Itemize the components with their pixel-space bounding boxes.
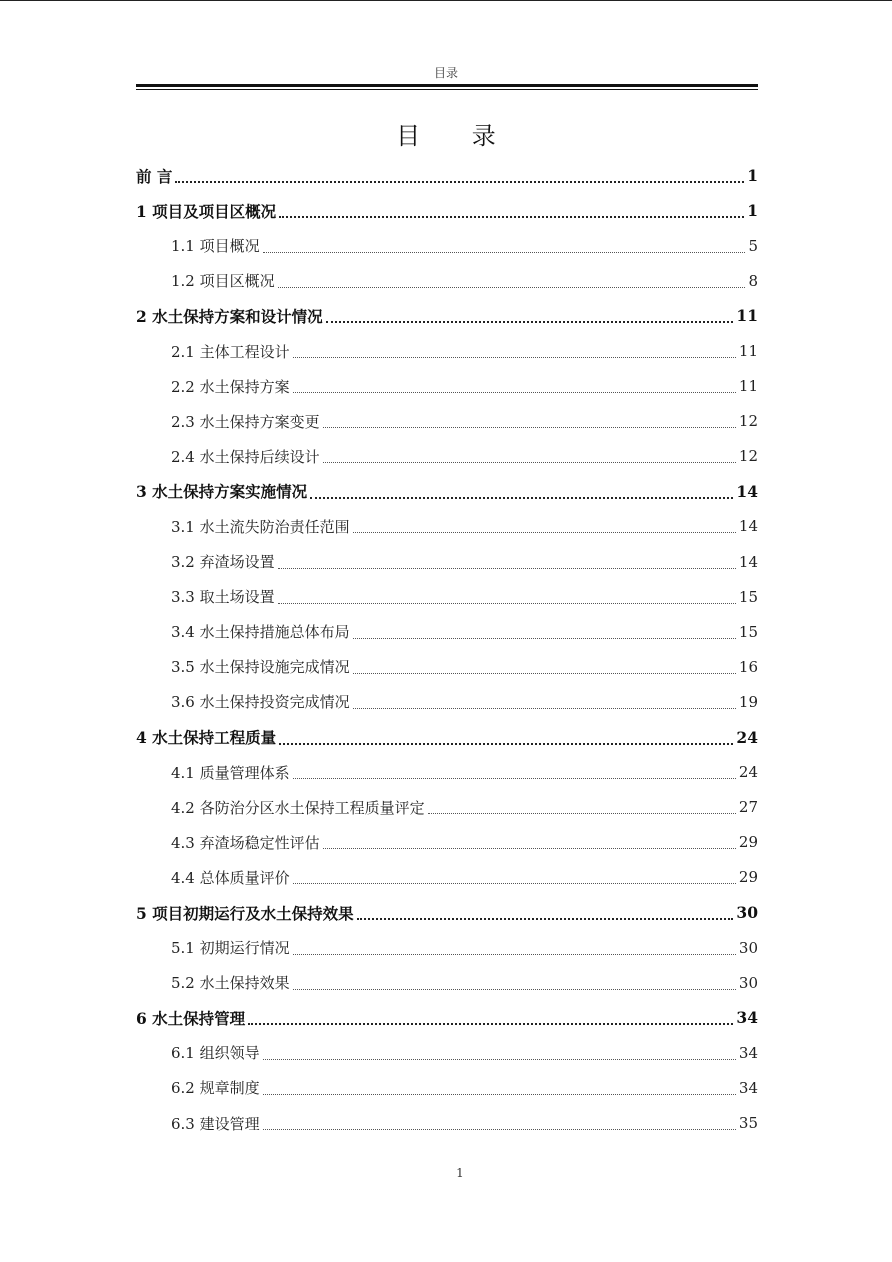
toc-entry-label: 4.1 质量管理体系 — [171, 763, 290, 782]
toc-entry[interactable] — [136, 755, 758, 790]
toc-dot-leader — [323, 847, 736, 849]
toc-entry[interactable] — [136, 474, 758, 509]
toc-entry-label: 6 水土保持管理 — [136, 1008, 246, 1028]
toc-entry[interactable] — [136, 298, 758, 333]
toc-entry-page: 30 — [736, 903, 758, 923]
toc-entry[interactable] — [136, 965, 758, 1000]
toc-list — [136, 158, 758, 1141]
header-rule-thick — [136, 84, 758, 87]
toc-entry-page: 24 — [736, 727, 758, 747]
toc-entry[interactable] — [136, 544, 758, 579]
toc-entry-label: 6.3 建设管理 — [171, 1114, 260, 1133]
toc-dot-leader — [353, 672, 736, 674]
toc-dot-leader — [293, 356, 736, 358]
toc-entry-label: 3.3 取土场设置 — [171, 588, 275, 607]
toc-dot-leader — [323, 426, 736, 428]
toc-dot-leader — [263, 1058, 736, 1060]
toc-entry[interactable] — [136, 333, 758, 368]
toc-entry-page: 14 — [738, 517, 758, 536]
toc-dot-leader — [310, 496, 733, 499]
toc-entry[interactable] — [136, 439, 758, 474]
toc-entry-page: 29 — [738, 833, 758, 852]
toc-entry-page: 16 — [738, 657, 758, 676]
toc-entry[interactable] — [136, 1070, 758, 1105]
toc-dot-leader — [293, 882, 736, 884]
toc-entry-label: 4.2 各防治分区水土保持工程质量评定 — [171, 798, 425, 817]
toc-entry-page: 8 — [748, 271, 758, 290]
toc-entry[interactable] — [136, 684, 758, 719]
toc-entry-label: 6.1 组织领导 — [171, 1044, 260, 1063]
toc-entry-page: 14 — [738, 552, 758, 571]
toc-entry-label: 3.6 水土保持投资完成情况 — [171, 693, 350, 712]
toc-entry-page: 5 — [748, 236, 758, 255]
toc-dot-leader — [248, 1022, 733, 1025]
toc-entry[interactable] — [136, 1106, 758, 1141]
toc-entry-page: 15 — [738, 587, 758, 606]
toc-entry[interactable] — [136, 404, 758, 439]
toc-entry-page: 11 — [738, 342, 758, 361]
toc-entry-page: 34 — [738, 1078, 758, 1097]
toc-dot-leader — [353, 637, 736, 639]
toc-entry-page: 29 — [738, 868, 758, 887]
toc-entry-label: 3 水土保持方案实施情况 — [136, 482, 308, 502]
toc-entry-label: 4.4 总体质量评价 — [171, 868, 290, 887]
toc-entry-label: 3.4 水土保持措施总体布局 — [171, 623, 350, 642]
toc-entry-page: 30 — [738, 938, 758, 957]
toc-entry[interactable] — [136, 720, 758, 755]
toc-entry-page: 1 — [747, 166, 758, 186]
toc-dot-leader — [353, 531, 736, 533]
toc-entry-label: 5.1 初期运行情况 — [171, 939, 290, 958]
toc-entry-page: 35 — [738, 1114, 758, 1133]
toc-dot-leader — [357, 917, 734, 920]
toc-entry[interactable] — [136, 860, 758, 895]
toc-entry-label: 2.3 水土保持方案变更 — [171, 412, 320, 431]
toc-dot-leader — [293, 953, 736, 955]
toc-entry[interactable] — [136, 158, 758, 193]
toc-title: 目 录 — [396, 122, 518, 150]
toc-entry[interactable] — [136, 649, 758, 684]
toc-dot-leader — [326, 320, 734, 323]
toc-entry-label: 4 水土保持工程质量 — [136, 728, 277, 748]
toc-entry[interactable] — [136, 825, 758, 860]
toc-entry[interactable] — [136, 614, 758, 649]
toc-dot-leader — [278, 567, 736, 569]
toc-entry-page: 15 — [738, 622, 758, 641]
toc-entry-label: 2.2 水土保持方案 — [171, 377, 290, 396]
toc-entry-label: 1.1 项目概况 — [171, 237, 260, 256]
toc-entry[interactable] — [136, 1035, 758, 1070]
toc-entry-page: 34 — [736, 1008, 758, 1028]
toc-dot-leader — [263, 251, 746, 253]
toc-dot-leader — [263, 1093, 736, 1095]
toc-entry-page: 12 — [738, 412, 758, 431]
toc-dot-leader — [175, 180, 744, 183]
toc-entry-label: 3.2 弃渣场设置 — [171, 553, 275, 572]
toc-dot-leader — [323, 461, 736, 463]
toc-entry[interactable] — [136, 1000, 758, 1035]
toc-entry-page: 14 — [736, 481, 758, 501]
toc-entry-page: 12 — [738, 447, 758, 466]
toc-entry-label: 6.2 规章制度 — [171, 1079, 260, 1098]
toc-entry-page: 1 — [747, 201, 758, 221]
header-rule-thin — [136, 89, 758, 90]
toc-entry-page: 24 — [738, 763, 758, 782]
toc-dot-leader — [293, 391, 736, 393]
toc-entry-label: 2.1 主体工程设计 — [171, 342, 290, 361]
page-number: 1 — [456, 1166, 464, 1180]
toc-dot-leader — [293, 777, 736, 779]
toc-entry[interactable] — [136, 895, 758, 930]
toc-entry-label: 前 言 — [136, 166, 173, 186]
toc-entry-label: 4.3 弃渣场稳定性评估 — [171, 833, 320, 852]
toc-entry[interactable] — [136, 579, 758, 614]
toc-dot-leader — [353, 707, 736, 709]
toc-entry-label: 1.2 项目区概况 — [171, 272, 275, 291]
toc-entry-page: 19 — [738, 692, 758, 711]
toc-dot-leader — [263, 1128, 736, 1130]
toc-dot-leader — [279, 215, 744, 218]
running-header: 目录 — [433, 66, 458, 80]
toc-dot-leader — [428, 812, 736, 814]
toc-entry-page: 11 — [736, 306, 758, 326]
toc-dot-leader — [279, 742, 733, 745]
toc-entry-page: 27 — [738, 798, 758, 817]
toc-entry-label: 2 水土保持方案和设计情况 — [136, 306, 323, 326]
toc-dot-leader — [293, 988, 736, 990]
toc-entry-page: 34 — [738, 1043, 758, 1062]
toc-entry-label: 5 项目初期运行及水土保持效果 — [136, 903, 354, 923]
toc-entry-label: 2.4 水土保持后续设计 — [171, 447, 320, 466]
toc-dot-leader — [278, 286, 746, 288]
toc-entry-label: 3.1 水土流失防治责任范围 — [171, 517, 350, 536]
toc-dot-leader — [278, 602, 736, 604]
toc-entry-label: 1 项目及项目区概况 — [136, 201, 277, 221]
toc-entry-label: 3.5 水土保持设施完成情况 — [171, 658, 350, 677]
toc-entry-page: 11 — [738, 377, 758, 396]
toc-entry[interactable] — [136, 263, 758, 298]
toc-entry[interactable] — [136, 193, 758, 228]
toc-entry[interactable] — [136, 790, 758, 825]
toc-entry[interactable] — [136, 930, 758, 965]
toc-entry-page: 30 — [738, 973, 758, 992]
top-border — [0, 0, 892, 1]
toc-entry[interactable] — [136, 509, 758, 544]
toc-entry[interactable] — [136, 228, 758, 263]
toc-entry-label: 5.2 水土保持效果 — [171, 974, 290, 993]
toc-entry[interactable] — [136, 369, 758, 404]
